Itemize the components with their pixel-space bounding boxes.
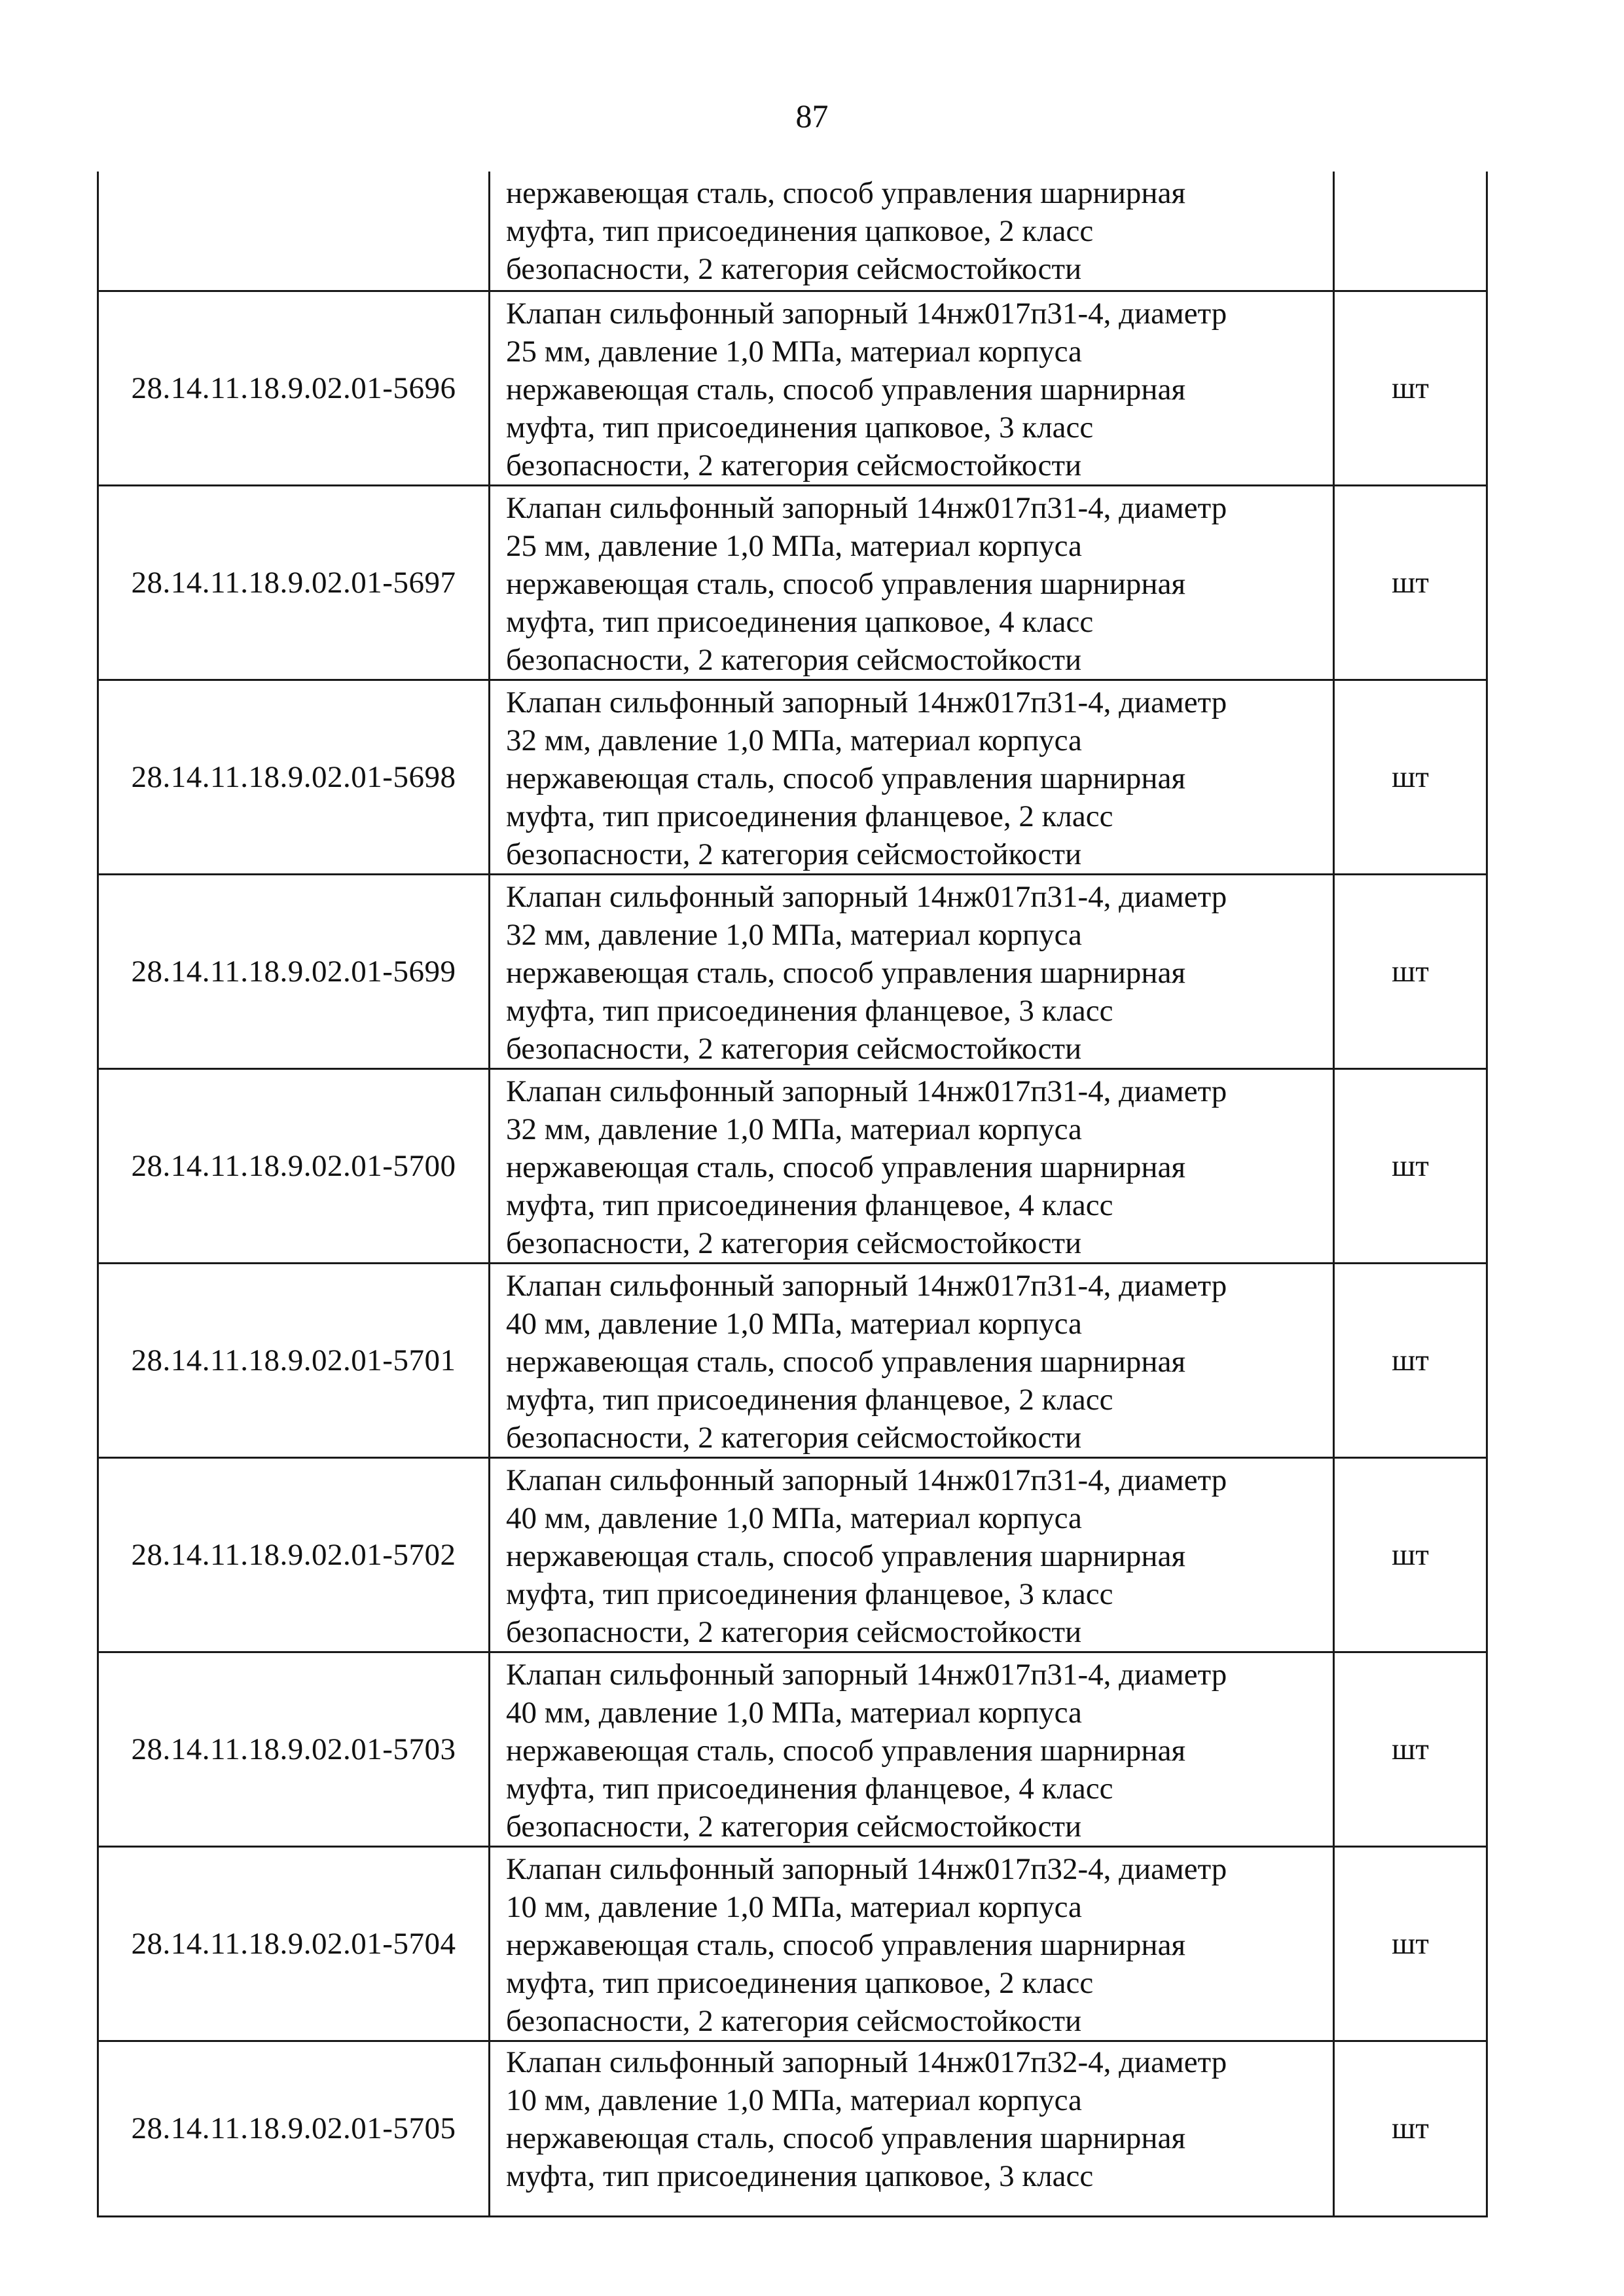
- unit-cell: шт: [1334, 874, 1487, 1068]
- resource-description: Клапан сильфонный запорный 14нж017п31-4, диаметр 40 мм, давление 1,0 МПа, материал корпуса нержавеющая сталь, способ управления шарнирная муфта, тип присоединения фланцевое, 3 класс безопасности, 2 категория сейсмостойкости: [506, 1463, 1227, 1649]
- table-row: [98, 485, 1487, 680]
- resource-description: Клапан сильфонный запорный 14нж017п31-4, диаметр 25 мм, давление 1,0 МПа, материал корпуса нержавеющая сталь, способ управления шарнирная муфта, тип присоединения цапковое, 4 класс безопасности, 2 категория сейсмостойкости: [506, 490, 1227, 677]
- resource-code-cell: 28.14.11.18.9.02.01-5705: [98, 2041, 490, 2216]
- resource-code-cell: [98, 172, 490, 291]
- resource-code-cell: 28.14.11.18.9.02.01-5703: [98, 1652, 490, 1846]
- resource-description: Клапан сильфонный запорный 14нж017п31-4, диаметр 32 мм, давление 1,0 МПа, материал корпуса нержавеющая сталь, способ управления шарнирная муфта, тип присоединения фланцевое, 3 класс безопасности, 2 категория сейсмостойкости: [506, 879, 1227, 1066]
- resource-description: Клапан сильфонный запорный 14нж017п31-4, диаметр 40 мм, давление 1,0 МПа, материал корпуса нержавеющая сталь, способ управления шарнирная муфта, тип присоединения фланцевое, 2 класс безопасности, 2 категория сейсмостойкости: [506, 1268, 1227, 1455]
- unit-cell: шт: [1334, 2041, 1487, 2216]
- unit-cell: [1334, 172, 1487, 291]
- resource-description-cell: [490, 874, 1334, 1068]
- resource-description-cell: [490, 291, 1334, 485]
- unit-cell: шт: [1334, 1846, 1487, 2041]
- resource-description: нержавеющая сталь, способ управления шарнирная муфта, тип присоединения цапковое, 2 класс безопасности, 2 категория сейсмостойкости: [506, 176, 1186, 286]
- resource-description-cell: [490, 680, 1334, 874]
- resource-description-cell: [490, 1652, 1334, 1846]
- unit-cell: шт: [1334, 1652, 1487, 1846]
- resource-code-cell: 28.14.11.18.9.02.01-5697: [98, 485, 490, 680]
- resource-code-cell: 28.14.11.18.9.02.01-5698: [98, 680, 490, 874]
- resource-description: Клапан сильфонный запорный 14нж017п31-4, диаметр 40 мм, давление 1,0 МПа, материал корпуса нержавеющая сталь, способ управления шарнирная муфта, тип присоединения фланцевое, 4 класс безопасности, 2 категория сейсмостойкости: [506, 1657, 1227, 1844]
- page-number: 87: [795, 98, 829, 134]
- resource-code-cell: 28.14.11.18.9.02.01-5699: [98, 874, 490, 1068]
- unit-cell: шт: [1334, 291, 1487, 485]
- resource-code-cell: 28.14.11.18.9.02.01-5702: [98, 1457, 490, 1652]
- resource-code-cell: 28.14.11.18.9.02.01-5704: [98, 1846, 490, 2041]
- resource-description-cell: [490, 172, 1334, 291]
- table-row: [98, 1652, 1487, 1846]
- resource-description-cell: [490, 2041, 1334, 2216]
- resource-description: Клапан сильфонный запорный 14нж017п31-4, диаметр 32 мм, давление 1,0 МПа, материал корпуса нержавеющая сталь, способ управления шарнирная муфта, тип присоединения фланцевое, 4 класс безопасности, 2 категория сейсмостойкости: [506, 1074, 1227, 1260]
- table-row: [98, 1068, 1487, 1263]
- resource-description: Клапан сильфонный запорный 14нж017п31-4, диаметр 32 мм, давление 1,0 МПа, материал корпуса нержавеющая сталь, способ управления шарнирная муфта, тип присоединения фланцевое, 2 класс безопасности, 2 категория сейсмостойкости: [506, 685, 1227, 871]
- unit-cell: шт: [1334, 1457, 1487, 1652]
- table-row: [98, 680, 1487, 874]
- table-row: [98, 291, 1487, 485]
- resource-description-cell: [490, 1263, 1334, 1457]
- resource-code-cell: 28.14.11.18.9.02.01-5701: [98, 1263, 490, 1457]
- unit-cell: шт: [1334, 485, 1487, 680]
- resource-description: Клапан сильфонный запорный 14нж017п32-4, диаметр 10 мм, давление 1,0 МПа, материал корпуса нержавеющая сталь, способ управления шарнирная муфта, тип присоединения цапковое, 3 класс: [506, 2045, 1227, 2193]
- resource-description-cell: [490, 485, 1334, 680]
- table-row: [98, 2041, 1487, 2216]
- unit-cell: шт: [1334, 1068, 1487, 1263]
- resource-description: Клапан сильфонный запорный 14нж017п32-4, диаметр 10 мм, давление 1,0 МПа, материал корпуса нержавеющая сталь, способ управления шарнирная муфта, тип присоединения цапковое, 2 класс безопасности, 2 категория сейсмостойкости: [506, 1851, 1227, 2038]
- resource-description: Клапан сильфонный запорный 14нж017п31-4, диаметр 25 мм, давление 1,0 МПа, материал корпуса нержавеющая сталь, способ управления шарнирная муфта, тип присоединения цапковое, 3 класс безопасности, 2 категория сейсмостойкости: [506, 296, 1227, 483]
- table-row: [98, 1263, 1487, 1457]
- unit-cell: шт: [1334, 1263, 1487, 1457]
- resource-description-cell: [490, 1846, 1334, 2041]
- resource-code-cell: 28.14.11.18.9.02.01-5696: [98, 291, 490, 485]
- resource-code-cell: 28.14.11.18.9.02.01-5700: [98, 1068, 490, 1263]
- unit-cell: шт: [1334, 680, 1487, 874]
- resource-table: [97, 172, 1488, 2217]
- table-row-continued: [98, 172, 1487, 291]
- table-row: [98, 1457, 1487, 1652]
- table-row: [98, 1846, 1487, 2041]
- resource-description-cell: [490, 1457, 1334, 1652]
- resource-description-cell: [490, 1068, 1334, 1263]
- table-row: [98, 874, 1487, 1068]
